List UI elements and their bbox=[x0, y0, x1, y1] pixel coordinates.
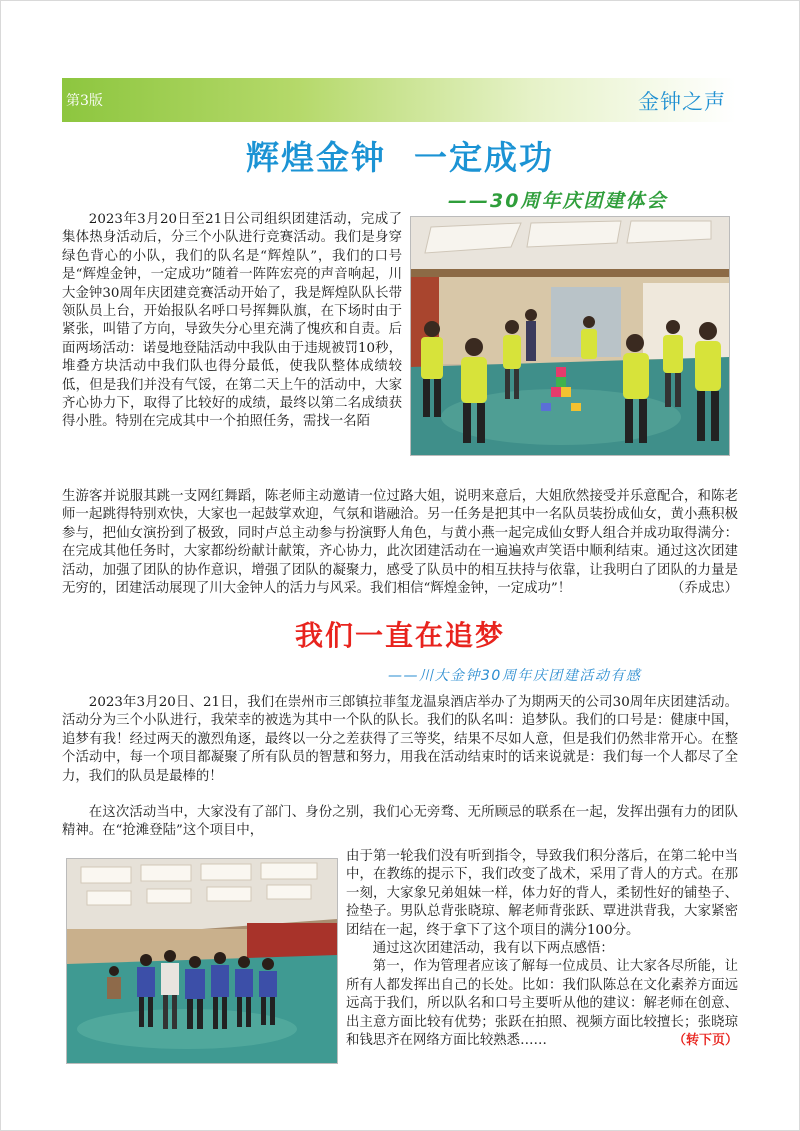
article2-subtitle: ——川大金钟30周年庆团建活动有感 bbox=[388, 668, 642, 684]
continued-next-page: （转下页） bbox=[672, 1033, 738, 1049]
issue-number: 第3版 bbox=[66, 93, 103, 109]
article2-paragraph-5: 第一，作为管理者应该了解每一位成员、让大家各尽所能，让所有人都发挥出自己的长处。比如：我们队陈总在文化素养方面远远高于我们，所以队名和口号主要听从他的建议：解老师在创意、出主意方面比较有优势；张跃在拍照、视频方面比较擅长；张晓琼和钱思齐在网络方面比较熟悉…… bbox=[346, 959, 738, 1049]
article2-paragraph-2: 在这次活动当中，大家没有了部门、身份之别，我们心无旁骛、无所顾忌的联系在一起，发挥出强有力的团队精神。在“抢滩登陆”这个项目中， bbox=[62, 805, 738, 839]
header-banner bbox=[62, 78, 736, 122]
team-building-photo-1 bbox=[410, 216, 730, 456]
article1-column-text: 2023年3月20日至21日公司组织团建活动，完成了集体热身活动后，分三个小队进行竞赛活动。我们是身穿绿色背心的小队，我们的队名是“辉煌队”，我们的口号是“辉煌金钟，一定成功”随着一阵阵宏亮的声音响起，川大金钟30周年庆团建竞赛活动开始了，我是辉煌队队长带领队员上台，开始报队名呼口号挥舞队旗，在下场时由于紧张，叫错了方向，导致失分心里充满了愧疚和自责。后面两场活动：诺曼地登陆活动中我队由于违规被罚10秒，堆叠方块活动中我们队也得分最低，使我队整体成绩较低，但是我们并没有气馁，在第二天上午的活动中，大家齐心协力下，取得了比较好的成绩，最终以第二名成绩获得小胜。特别在完成其中一个拍照任务，需找一名陌 bbox=[62, 212, 402, 430]
team-building-photo-2 bbox=[66, 858, 338, 1064]
indoor-activity-image bbox=[411, 217, 729, 455]
article2-right-column bbox=[346, 848, 738, 1050]
piggyback-race-image bbox=[67, 859, 337, 1063]
article2-paragraph-1: 2023年3月20日、21日，我们在崇州市三郎镇拉菲玺龙温泉酒店举办了为期两天的公司30周年庆团建活动。活动分为三个小队进行，我荣幸的被选为其中一个队的队长。我们的队名叫：追梦队。我们的口号是：健康中国，追梦有我！经过两天的激烈角逐，最终以一分之差获得了三等奖，结果不尽如人意，但是我们仍然非常开心。在整个活动中，每一个项目都凝聚了所有队员的智慧和努力，用我在活动结束时的话来说就是：我们每一个人都尽了全力，我们的队员是最棒的！ bbox=[62, 695, 738, 784]
article1-title-part1: 辉煌金钟 bbox=[246, 138, 386, 177]
article1-signature: （乔成忠） bbox=[671, 581, 738, 597]
article1-title-part2: 一定成功 bbox=[414, 138, 554, 177]
article1-full-text bbox=[62, 488, 738, 598]
article2-paragraph-4: 通过这次团建活动，我有以下两点感悟： bbox=[372, 941, 614, 957]
article2-paragraph-5-wrap bbox=[346, 958, 738, 1050]
newspaper-name: 金钟之声 bbox=[638, 90, 726, 114]
article1-body-continued: 生游客并说服其跳一支网红舞蹈，陈老师主动邀请一位过路大姐，说明来意后，大姐欣然接受并乐意配合，和陈老师一起跳得特别欢快，大家也一起鼓掌欢迎，气氛和谐融洽。另一任务是把其中一名队员装扮成仙女，黄小燕积极参与，把仙女演扮到了极致，同时卢总主动参与扮演野人角色，与黄小燕一起完成仙女野人组合并成功取得满分：在完成其他任务时，大家都纷纷献计献策，齐心协力，此次团建活动在一遍遍欢声笑语中顺利结束。通过这次团建活动，加强了团队的协作意识，增强了团队的凝聚力，感受了队员中的相互扶持与依靠，让我明白了团队的力量是无穷的，团建活动展现了川大金钟人的活力与风采。我们相信“辉煌金钟，一定成功”！ bbox=[62, 489, 738, 597]
article1-title bbox=[0, 132, 800, 179]
article2-paragraph-3: 由于第一轮我们没有听到指令，导致我们积分落后，在第二轮中当中，在教练的提示下，我们改变了战术，采用了背人的方式。在那一刻，大家象兄弟姐妹一样，体力好的背人，柔韧性好的铺垫子、捡垫子。男队总背张晓琼、解老师背张跃、覃进洪背我，大家紧密团结在一起，终于拿下了这个项目的满分100分。 bbox=[346, 849, 738, 938]
article1-subtitle: ——30周年庆团建体会 bbox=[448, 190, 668, 212]
article2-title: 我们一直在追梦 bbox=[294, 619, 505, 652]
